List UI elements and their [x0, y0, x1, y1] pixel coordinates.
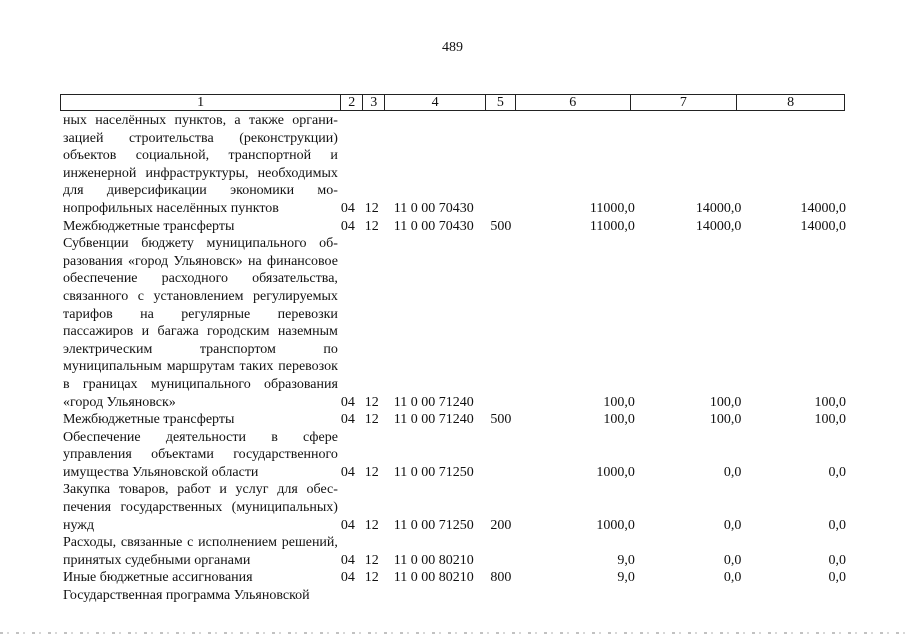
row-target-article: 11 0 00 70430 [393, 200, 474, 216]
row-amount-col8: 0,0 [828, 464, 846, 480]
row-section: 04 [340, 464, 355, 480]
header-col-1: 1 [61, 95, 341, 110]
row-name: Межбюджетные трансферты [63, 218, 235, 234]
header-col-6: 6 [516, 95, 631, 110]
table-row [63, 411, 846, 429]
row-section: 04 [340, 570, 355, 586]
header-col-5: 5 [486, 95, 516, 110]
row-amount-col6: 9,0 [617, 552, 635, 568]
row-name: Государственная программа Ульяновской [63, 588, 310, 604]
row-amount-col7: 0,0 [723, 464, 742, 480]
row-expense-type: 200 [490, 517, 512, 533]
row-amount-col7: 0,0 [723, 517, 742, 533]
row-name: Закупка товаров, работ и услуг для обеспечения государственных (муниципальных) нужд [63, 482, 338, 533]
row-subsection: 12 [364, 394, 379, 410]
scan-artifact-line [0, 632, 905, 634]
page-number: 489 [442, 40, 463, 55]
row-target-article: 11 0 00 80210 [393, 570, 474, 586]
row-subsection: 12 [364, 570, 379, 586]
row-target-article: 11 0 00 71250 [393, 517, 474, 533]
row-name: Иные бюджетные ассигнования [63, 570, 253, 586]
table-row [63, 534, 846, 569]
row-amount-col6: 1000,0 [596, 517, 635, 533]
row-amount-col7: 100,0 [709, 394, 742, 410]
table-row [63, 235, 846, 411]
row-amount-col7: 14000,0 [695, 218, 742, 234]
row-amount-col6: 1000,0 [596, 464, 635, 480]
table-header [60, 94, 845, 111]
row-amount-col7: 100,0 [709, 412, 742, 428]
row-amount-col7: 0,0 [723, 570, 742, 586]
row-target-article: 11 0 00 80210 [393, 552, 474, 568]
row-subsection: 12 [364, 218, 379, 234]
row-subsection: 12 [364, 464, 379, 480]
row-target-article: 11 0 00 70430 [393, 218, 474, 234]
row-amount-col7: 14000,0 [695, 200, 742, 216]
row-section: 04 [340, 394, 355, 410]
table-row [63, 429, 846, 482]
row-amount-col6: 100,0 [603, 412, 635, 428]
row-section: 04 [340, 200, 355, 216]
table-row [63, 218, 846, 236]
row-amount-col8: 14000,0 [800, 218, 846, 234]
row-subsection: 12 [364, 552, 379, 568]
row-name: ных населённых пунктов, а также организацией строительства (реконструкции) объектов социальной, транспортной и инженерной инфраструктуры, необходимых для диверсификации экономики монопрофильных населённых пунктов [63, 113, 338, 216]
row-amount-col8: 100,0 [814, 412, 846, 428]
row-target-article: 11 0 00 71240 [393, 394, 474, 410]
table-row [63, 569, 846, 587]
table-row [63, 587, 846, 605]
row-target-article: 11 0 00 71250 [393, 464, 474, 480]
row-amount-col6: 11000,0 [589, 200, 635, 216]
row-target-article: 11 0 00 71240 [393, 412, 474, 428]
row-section: 04 [340, 218, 355, 234]
row-subsection: 12 [364, 517, 379, 533]
row-amount-col8: 0,0 [828, 552, 846, 568]
row-name: Межбюджетные трансферты [63, 412, 235, 428]
row-expense-type: 500 [490, 412, 512, 428]
row-amount-col8: 0,0 [828, 517, 846, 533]
header-col-7: 7 [631, 95, 738, 110]
table-row [63, 481, 846, 534]
row-amount-col7: 0,0 [723, 552, 742, 568]
row-amount-col8: 100,0 [814, 394, 846, 410]
row-subsection: 12 [364, 200, 379, 216]
header-col-8: 8 [787, 95, 795, 110]
table-row [63, 112, 846, 218]
row-name: Расходы, связанные с исполнением решений, принятых судебными органами [63, 535, 338, 568]
row-subsection: 12 [364, 412, 379, 428]
header-col-2: 2 [341, 95, 363, 110]
row-name: Субвенции бюджету муниципального образования «город Ульяновск» на финансовое обеспечение расходного обязательства, связанного с установлением регулируемых тарифов на регулярные перевозки пассажиров и багажа городским наземным электрическим транспортом по муниципальным маршрутам таких перевозок в границах муниципального образования «город Ульяновск» [63, 236, 338, 410]
row-name: Обеспечение деятельности в сфере управления объектами государственного имущества Ульяновской области [63, 429, 338, 480]
row-amount-col8: 0,0 [828, 570, 846, 586]
row-amount-col6: 11000,0 [589, 218, 635, 234]
header-col-3: 3 [363, 95, 385, 110]
row-expense-type: 500 [490, 218, 512, 234]
row-section: 04 [340, 552, 355, 568]
row-amount-col6: 9,0 [617, 570, 635, 586]
table-body [63, 112, 846, 605]
row-amount-col6: 100,0 [603, 394, 635, 410]
row-section: 04 [340, 517, 355, 533]
header-col-4: 4 [385, 95, 486, 110]
row-amount-col8: 14000,0 [800, 200, 846, 216]
row-section: 04 [340, 412, 355, 428]
row-expense-type: 800 [490, 570, 512, 586]
